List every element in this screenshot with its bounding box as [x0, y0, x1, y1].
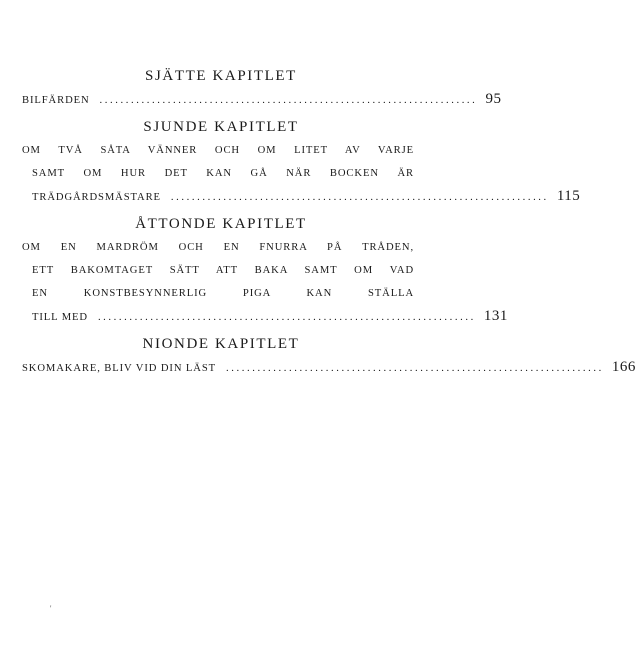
toc-entry-line	[22, 88, 502, 111]
dot-leader: ........................................................................	[97, 312, 476, 323]
chapter-entry	[22, 334, 636, 379]
page-number: 95	[485, 91, 502, 107]
page-number: 115	[556, 188, 581, 204]
chapter-title: SJUNDE KAPITLET	[143, 119, 299, 135]
chapter-description: SKOMAKARE, BLIV VID DIN LÄST	[22, 363, 217, 374]
chapter-description: TILL MED	[32, 312, 88, 323]
chapter-entry	[22, 66, 502, 111]
chapter-description-line: SAMT OM HUR DET KAN GÅ NÄR BOCKEN ÄR	[32, 168, 414, 179]
dot-leader: ........................................................................	[170, 192, 549, 203]
stray-ink-mark: '	[50, 604, 52, 613]
dot-leader: ........................................................................	[226, 363, 604, 374]
chapter-description-line: ETT BAKOMTAGET SÄTT ATT BAKA SAMT OM VAD	[32, 265, 414, 276]
chapter-description: BILFÄRDEN	[22, 95, 90, 106]
chapter-entry	[22, 214, 508, 328]
chapter-description-line: OM EN MARDRÖM OCH EN FNURRA PÅ TRÅDEN,	[22, 242, 414, 253]
page-number: 131	[483, 308, 508, 324]
chapter-title: NIONDE KAPITLET	[142, 336, 300, 352]
page-number: 166	[611, 359, 636, 375]
toc-entry-line	[22, 305, 508, 328]
chapter-entry	[22, 117, 581, 208]
chapter-description-line: OM TVÅ SÅTA VÄNNER OCH OM LITET AV VARJE	[22, 145, 414, 156]
chapter-title: SJÄTTE KAPITLET	[145, 68, 297, 84]
toc-entry-line	[22, 356, 636, 379]
chapter-description: TRÄDGÅRDSMÄSTARE	[32, 192, 161, 203]
chapter-title: ÅTTONDE KAPITLET	[135, 216, 307, 232]
chapter-description-line: EN KONSTBESYNNERLIG PIGA KAN STÄLLA	[32, 288, 414, 299]
toc-entry-line	[22, 185, 581, 208]
dot-leader: ........................................................................	[99, 95, 478, 106]
